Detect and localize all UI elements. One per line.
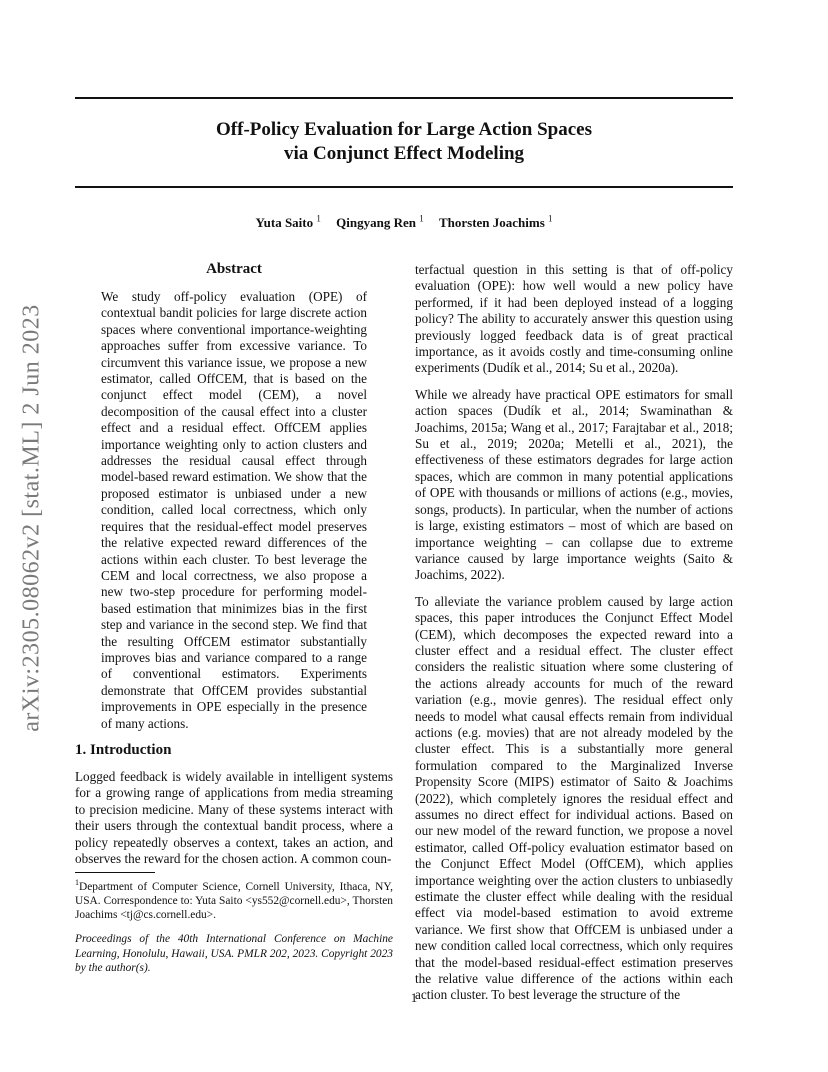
affiliation-footnote: $^1$Department of Computer Science, Cornell University, Ithaca, NY, USA. Correspondence to: Yuta Saito <ys552@cornell.edu>, Thorsten Joachims <tj@cs.cornell.edu>. <box>75 878 393 922</box>
title-line-2: via Conjunct Effect Modeling <box>283 143 525 164</box>
paper-title <box>75 118 733 166</box>
page-number: 1 <box>410 990 418 1005</box>
abstract-heading: Abstract <box>206 261 262 277</box>
right-paragraph-1: terfactual question in this setting is that of off-policy evaluation (OPE): how well would a new policy have performed, if it had been deployed instead of a logging policy? The ability to accurately answer this question using previously logged feedback data is of great practical importance, as it avoids costly and time-consuming online experiments (Dudík et al., 2014; Su et al., 2020a). <box>415 262 733 376</box>
right-column <box>415 262 733 1014</box>
abstract-text: We study off-policy evaluation (OPE) of contextual bandit policies for large discrete action spaces where conventional importance-weighting approaches suffer from excessive variance. To circumvent this variance issue, we propose a new estimator, called OffCEM, that is based on the conjunct effect model (CEM), a novel decomposition of the causal effect into a cluster effect and a residual effect. OffCEM applies importance weighting only to action clusters and addresses the residual causal effect through model-based reward estimation. We show that the proposed estimator is unbiased under a new condition, called local correctness, which only requires that the residual-effect model preserves the relative expected reward differences of the actions within each cluster. To best leverage the CEM and local correctness, we also propose a new two-step procedure for performing model-based estimation that minimizes bias in the first step and variance in the second step. We find that the resulting OffCEM estimator substantially improves bias and variance compared to a range of conventional estimators. Experiments demonstrate that OffCEM provides substantial improvements in OPE especially in the presence of many actions. <box>101 289 367 731</box>
right-paragraph-2: While we already have practical OPE estimators for small action spaces (Dudík et al., 2014; Swaminathan & Joachims, 2015a; Wang et al., 2017; Farajtabar et al., 2018; Su et al., 2019; 2020a; Metelli et al., 2021), the effectiveness of these estimators degrades for large action spaces, which are common in many potential applications of OPE with thousands or millions of actions (e.g., movies, songs, products). In particular, when the number of actions is large, existing estimators – most of which are based on importance weighting – can collapse due to extreme variance caused by large importance weights (Saito & Joachims, 2022). <box>415 386 733 583</box>
footnote-rule <box>75 872 155 873</box>
arxiv-identifier: arXiv:2305.08062v2 [stat.ML] 2 Jun 2023 <box>18 304 45 732</box>
proceedings-footnote: Proceedings of the 40th International Conference on Machine Learning, Honolulu, Hawaii, USA. PMLR 202, 2023. Copyright 2023 by the author(s). <box>75 933 393 974</box>
title-bottom-rule <box>75 186 733 188</box>
intro-text: Logged feedback is widely available in intelligent systems for a growing range of applications from media streaming to precision medicine. Many of these systems interact with their users through the contextual bandit process, where a policy repeatedly observes a context, takes an action, and observes the reward for the chosen action. A common coun- <box>75 769 393 867</box>
author-list <box>75 214 733 231</box>
title-line-1: Off-Policy Evaluation for Large Action Spaces <box>216 119 592 140</box>
right-paragraph-3: To alleviate the variance problem caused by large action spaces, this paper introduces the Conjunct Effect Model (CEM), which decomposes the expected reward into a cluster effect and a residual effect. The cluster effect considers the realistic situation where some clustering of the actions already accounts for much of the reward variation (e.g., movie genres). The residual effect only needs to model what causal effects remain from individual actions (e.g. movies) that are not already modeled by the cluster effect. This is a substantially more general formulation compared to the Marginalized Inverse Propensity Score (MIPS) estimator of Saito & Joachims (2022), which completely ignores the residual effect and assumes no direct effect for individual actions. Based on our new model of the reward function, we propose a novel estimator, called Off-policy evaluation estimator based on the Conjunct Effect Model (OffCEM), which applies importance weighting over the action clusters to unbiasedly estimate the cluster effect while dealing with the residual effect via model-based estimation to avoid extreme variance. We first show that OffCEM is unbiased under a new condition called local correctness, which only requires that the model-based residual-effect estimation preserves the relative value difference of the actions within each action cluster. To best leverage the structure of the <box>415 593 733 1003</box>
abstract-body <box>101 289 367 732</box>
author: Thorsten Joachims $^1$ <box>438 214 553 231</box>
section-heading-introduction: 1. Introduction <box>75 742 172 758</box>
title-top-rule <box>75 97 733 99</box>
arxiv-sidebar <box>12 258 52 778</box>
introduction-paragraph <box>75 769 393 867</box>
author: Yuta Saito $^1$ <box>255 214 321 231</box>
author: Qingyang Ren $^1$ <box>336 214 424 231</box>
footnotes <box>75 876 393 985</box>
